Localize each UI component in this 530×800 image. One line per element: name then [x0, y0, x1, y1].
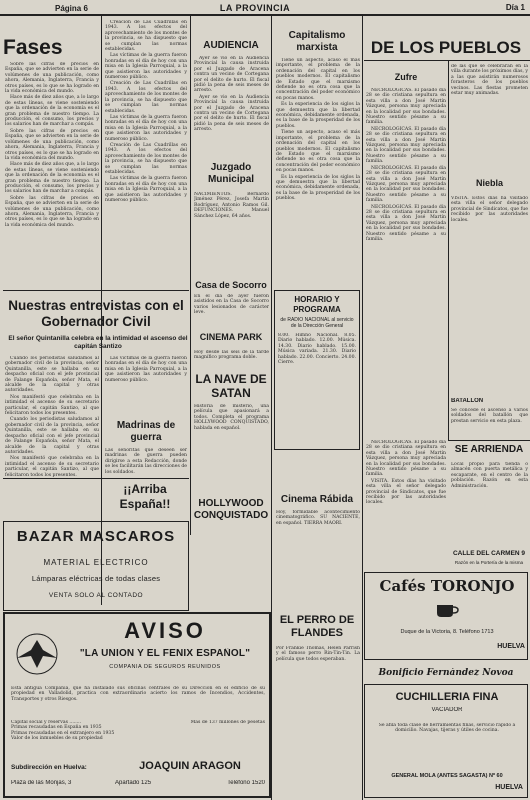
article-paragraph: Cuando los periodistas saludamos al gobernador civil de la provincia, señor Quintanilla, este se hallaba en su despacho oficial con el jefe provincial de Falange Española, señor Mata, el alcalde de la capital y otras autoridades.: [5, 417, 99, 455]
cuchilleria-city: HUELVA: [495, 784, 523, 791]
article-paragraph: Las víctimas de la guerra fueron honradas en el día de hoy con una misa en la Iglesia Parroquial, a la que asistieron las autoridades y numeroso público.: [105, 356, 187, 383]
juzgado-title: Juzgado Municipal: [207, 162, 255, 185]
masthead-title: LA PROVINCIA: [219, 3, 291, 13]
article-paragraph: Tiene un aspecto, acaso el más importante, el problema de la ordenación del capital en los pueblos modernos. El capitalismo de Estado que el marxismo defiende no es otra cosa que la concentración del poder económico en pocas manos.: [276, 130, 360, 174]
cuchilleria-subtitle: VACIADOR: [431, 707, 463, 713]
arrienda-article: Local propio para tienda o almacén con puerta metálica y escaparate, en el centro de la población. Razón en esta Administración.: [451, 462, 528, 489]
bazar-venta: VENTA SOLO AL CONTADO: [48, 592, 144, 599]
article-paragraph: VISITA. Estos días ha visitado esta villa el señor delegado provincial de Sindicatos, que fue recibido por las autoridades locales.: [366, 478, 446, 506]
pueblos-article-lower: [366, 440, 446, 568]
article-paragraph: Hace más de diez años que, a lo largo de estas líneas, se viene sosteniendo que la ordenación de la economía es el gran problema de nuestro tiempo. La producción, el consumo, los precios y los salarios han de marchar a compás.: [5, 95, 99, 128]
batallon-article: Se concede el ascenso a varios soldados del batallón que prestan servicio en esta plaza.: [451, 408, 528, 424]
masthead-rule: [0, 14, 530, 16]
article-paragraph: Hace más de diez años que, a lo largo de estas líneas, se viene sosteniendo que la ordenación de la economía es el gran problema de nuestro tiempo. La producción, el consumo, los precios y los salarios han de marchar a compás.: [5, 162, 99, 195]
aviso-total: Más de 137 millones de pesetas: [190, 720, 265, 725]
column-rule: [448, 60, 449, 440]
perro-flandes-article: Por Frankie Thomas, Helen Parrish y el famoso perro Rin-Tin-Tin. La película que todos esperaban.: [276, 646, 360, 662]
audiencia-title: AUDIENCIA: [203, 40, 259, 51]
masthead-date: Día 1: [505, 3, 525, 12]
cinema-park-article: Hoy desde las seis de la tarde magnífico programa doble.: [194, 350, 269, 361]
capitalismo-article: [276, 58, 360, 284]
capitalismo-title: Capitalismo marxista: [288, 30, 346, 53]
section-rule: [448, 440, 530, 441]
col2-article-lower: [105, 356, 187, 416]
fases-article: [5, 62, 99, 287]
arrienda-title: SE ARRIENDA: [454, 444, 524, 455]
aviso-ad: [3, 612, 271, 798]
cuchilleria-address: GENERAL MOLA (ANTES SAGASTA) Nº 60: [391, 773, 503, 779]
masthead: [0, 0, 530, 26]
interview-article: [5, 356, 99, 521]
section-rule: [364, 60, 530, 61]
film-title: LA NAVE DE SATAN: [195, 372, 267, 400]
horario-title: HORARIO Y PROGRAMA: [293, 295, 341, 314]
article-paragraph: Sobre las cifras de precios en España, que se advierten en la serie de volúmenes de una publicación, como ahora, Alemania, Inglaterra, Francia y otros países, es lo que se ha logrado en la vida económica del mundo.: [5, 195, 99, 228]
bonificio-title: Bonificio Fernández Novoa: [378, 668, 514, 678]
column-rule: [271, 15, 272, 800]
niebla-article: VISITA. Estos días ha visitado esta villa el señor delegado provincial de Sindicatos, que fue recibido por las autoridades locales.: [451, 196, 528, 223]
hollywood-title: HOLLYWOOD CONQUISTADO: [193, 498, 269, 521]
aviso-figures: [11, 720, 161, 760]
bazar-title: BAZAR MASCAROS: [16, 528, 176, 545]
article-paragraph: Sobre las cifras de precios en España, que se advierten en la serie de volúmenes de una publicación, como ahora, Alemania, Inglaterra, Francia y otros países, es lo que se ha logrado en la vida económica del mundo.: [5, 128, 99, 161]
casa-socorro-article: En el día de ayer fueron asistidos en la Casa de Socorro varios lesionados de carácter leve.: [194, 294, 269, 316]
cafes-title: Cafés TORONJO: [379, 577, 515, 595]
cafes-city: HUELVA: [497, 643, 525, 650]
article-paragraph: Sobre las cifras de precios en España, que se advierten en la serie de volúmenes de una publicación, como ahora, Alemania, Inglaterra, Francia y otros países, es lo que se ha logrado en la vida económica del mundo.: [5, 62, 99, 95]
batallon-title: BATALLON: [451, 398, 484, 404]
madrinas-title: Madrinas de guerra: [116, 420, 176, 443]
article-paragraph: NECROLOGICAS. El pasado día 28 se dio cristiana sepultura en esta villa a don José Martín Vázquez, persona muy apreciada en la localidad por sus bondades. Nuestro sentido pésame a su familia.: [366, 126, 446, 165]
juzgado-article: NACIMIENTOS. Bernardo Jiménez Pérez, Josefa Martín Rodríguez, Antonio Ramos Gil. DEFUNCIONES. Manuel Sánchez López, 64 años.: [194, 192, 269, 219]
cuchilleria-ad: [364, 684, 528, 798]
col6-article: de las que se celebraran en la villa durante los próximos días, y a las que asistirán numerosos forasteros de los pueblos vecinos. Las fiestas prometen estar muy animadas.: [451, 64, 528, 97]
article-paragraph: Tiene un aspecto, acaso el más importante, el problema de la ordenación del capital en los pueblos modernos. El capitalismo de Estado que el marxismo defiende no es otra cosa que la concentración del poder económico en pocas manos.: [276, 58, 360, 101]
cinema-rabida-title: Cinema Rábida: [280, 494, 354, 505]
cafes-address: Duque de la Victoria, 8. Teléfono 1713: [400, 629, 494, 635]
interview-headline: Nuestras entrevistas con el Gobernador Civil: [8, 298, 184, 329]
aviso-telefono: Teléfono 1520: [227, 780, 265, 786]
bazar-line: Lámparas eléctricas de todas clases: [31, 574, 161, 583]
pueblos-title: DE LOS PUEBLOS: [370, 38, 522, 57]
article-paragraph: Creación de Las Cuadrillas en 1943. A los efectos del aprovechamiento de los montes de la provincia, se ha dispuesto que se cumplan las normas establecidas.: [105, 20, 187, 53]
article-paragraph: Cuando los periodistas saludamos al gobernador civil de la provincia, señor Quintanilla, este se hallaba en su despacho oficial con el jefe provincial de Falange Española, señor Mata, el alcalde de la capital y otras autoridades.: [5, 356, 99, 394]
aviso-valor: Valor de los inmuebles de su propiedad: [11, 736, 103, 742]
arrienda-calle-sub: Razón en la Portería de la misma: [454, 560, 524, 565]
column-rule: [190, 15, 191, 535]
aviso-company: "LA UNION Y EL FENIX ESPAÑOL": [79, 648, 251, 659]
arriba-espana: ¡¡Arriba España!!: [119, 482, 171, 511]
article-paragraph: NECROLOGICAS. El pasado día 28 se dio cristiana sepultura en esta villa a don José Martín Vázquez, persona muy apreciada en la localidad por sus bondades. Nuestro sentido pésame a su familia.: [366, 88, 446, 126]
cuchilleria-body: Se afila toda clase de herramientas finas, servicio rápido a domicilio. Navajas, tijeras y útiles de cocina.: [378, 723, 516, 734]
audiencia-article: [194, 56, 269, 160]
article-paragraph: Las víctimas de la guerra fueron honradas en el día de hoy con una misa en la Iglesia Parroquial, a la que asistieron las autoridades y numeroso público.: [105, 176, 187, 203]
cuchilleria-title: CUCHILLERIA FINA: [395, 691, 499, 703]
fases-title: Fases: [3, 36, 63, 59]
aviso-sub-label: Subdirección en Huelva:: [11, 764, 87, 771]
aviso-title: AVISO: [124, 618, 206, 643]
article-paragraph: NECROLOGICAS. El pasado día 28 se dio cristiana sepultura en esta villa a don José Martín Vázquez, persona muy apreciada en la localidad por sus bondades. Nuestro sentido pésame a su familia.: [366, 165, 446, 204]
article-paragraph: Nos manifestó que celebraba en la intimidad el ascenso de su secretario particular, el capitán Santizo, al que felicitaron todos los presentes.: [5, 394, 99, 417]
niebla-title: Niebla: [475, 178, 503, 188]
aviso-address: Plaza de las Monjas, 3: [11, 780, 72, 786]
aviso-capital: Capital social y reservas ........: [11, 720, 82, 725]
interview-subhead: El señor Quintanilla celebra en la intimidad el ascenso del capitán Santizo: [8, 335, 188, 350]
perro-flandes-title: EL PERRO DE FLANDES: [279, 614, 355, 639]
article-paragraph: Ayer se vio en la Audiencia Provincial la causa instruida por el Juzgado de Aracena contra un vecino de Cortegana por el delito de hurto. El fiscal pidió la pena de seis meses de arresto.: [194, 56, 269, 94]
article-paragraph: Creación de Las Cuadrillas en 1943. A los efectos del aprovechamiento de los montes de la provincia, se ha dispuesto que se cumplan las normas establecidas.: [105, 142, 187, 175]
cafes-toronjo-ad: [364, 572, 528, 660]
page-label: Página 6: [55, 4, 88, 13]
section-rule: [3, 290, 189, 291]
aviso-primas: Primas recaudadas en el extranjero en 1935: [11, 730, 115, 736]
article-paragraph: Las víctimas de la guerra fueron honradas en el día de hoy con una misa en la Iglesia Parroquial, a la que asistieron las autoridades y numeroso público.: [105, 114, 187, 142]
aviso-body: Esta antigua Compañía, que ha instalado sus oficinas centrales de su Dirección en el edificio de su propiedad en Valladolid, practica con extraordinario acierto los ramos de Incendios, Accidentes, Transportes y otros Riesgos.: [11, 686, 265, 702]
aviso-agent-name: JOAQUIN ARAGON: [139, 760, 241, 772]
aviso-subtitle: COMPAÑIA DE SEGUROS REUNIDOS: [109, 664, 221, 670]
article-paragraph: NECROLOGICAS. El pasado día 28 se dio cristiana sepultura en esta villa a don José Martín Vázquez, persona muy apreciada en la localidad por sus bondades. Nuestro sentido pésame a su familia.: [366, 440, 446, 478]
column-rule: [362, 15, 363, 800]
horario-box: [274, 290, 360, 450]
cinema-park-title: CINEMA PARK: [199, 332, 263, 342]
horario-programme: 8.00. Himno Nacional. 8.05. Diario hablado. 12.00. Música. 14.30. Diario hablado. 15.00. Música variada. 21.30. Diario hablado. 22.00. Concierto. 24.00. Cierre.: [278, 333, 356, 366]
article-paragraph: Es la experiencia de los siglos la que demuestra que la libertad económica, debidamente ordenada, es la base de la prosperidad de los pueblos.: [276, 102, 360, 129]
eagle-emblem: [11, 628, 63, 680]
zufre-title: Zufre: [394, 72, 418, 82]
aviso-apartado: Apartado 125: [115, 780, 152, 786]
col2-article: [105, 20, 187, 288]
horario-subtitle: de RADIO NACIONAL al servicio de la Dirección General: [280, 317, 354, 329]
cinema-rabida-article: Hoy, formidable acontecimiento cinematográfico. SU NACIENTE, en español. TIERRA MAORI.: [276, 510, 360, 526]
madrinas-article: Las señoritas que deseen ser madrinas de guerra pueden dirigirse a esta Redacción, donde se les facilitarán las direcciones de los soldados.: [105, 448, 187, 475]
casa-socorro-title: Casa de Socorro: [195, 280, 267, 290]
bazar-subtitle: MATERIAL ELECTRICO: [43, 558, 149, 567]
bazar-mascaros-ad: [3, 521, 189, 611]
article-paragraph: NECROLOGICAS. El pasado día 28 se dio cristiana sepultura en esta villa a don José Martín Vázquez, persona muy apreciada en la localidad por sus bondades. Nuestro sentido pésame a su familia.: [366, 204, 446, 242]
arrienda-calle: CALLE DEL CARMEN 9: [452, 550, 526, 557]
article-paragraph: Es la experiencia de los siglos la que demuestra que la libertad económica, debidamente ordenada, es la base de la prosperidad de los pueblos.: [276, 174, 360, 202]
aviso-primas: Primas recaudadas en España en 1935: [11, 725, 102, 731]
zufre-article: [366, 88, 446, 428]
article-paragraph: Las víctimas de la guerra fueron honradas en el día de hoy con una misa en la Iglesia Parroquial, a la que asistieron las autoridades y numeroso público.: [105, 53, 187, 81]
film-article: Historia de misterio, una película que apasionará a todos. Completa el programa HOLLYWOOD CONQUISTADO, hablada en español.: [194, 404, 269, 431]
section-rule: [3, 478, 189, 479]
article-paragraph: Ayer se vio en la Audiencia Provincial la causa instruida por el Juzgado de Aracena contra un vecino de Cortegana por el delito de hurto. El fiscal pidió la pena de seis meses de arresto.: [194, 94, 269, 133]
article-paragraph: Nos manifestó que celebraba en la intimidad el ascenso de su secretario particular, el capitán Santizo, al que felicitaron todos los presentes.: [5, 456, 99, 478]
article-paragraph: Creación de Las Cuadrillas en 1943. A los efectos del aprovechamiento de los montes de la provincia, se ha dispuesto que se cumplan las normas establecidas.: [105, 81, 187, 114]
coffee-icon: [435, 601, 459, 619]
